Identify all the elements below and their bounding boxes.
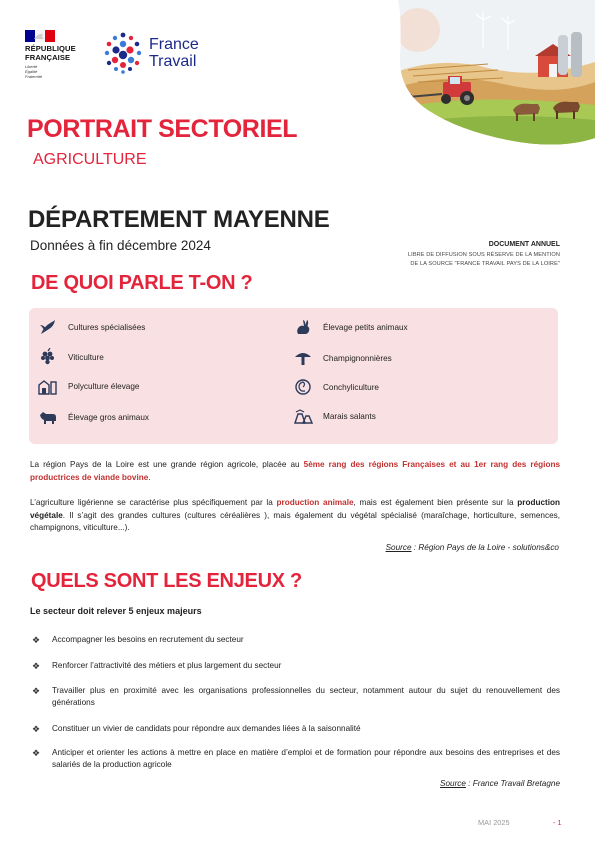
farm-icon [38,377,58,395]
sector-label: Conchyliculture [323,382,379,392]
rf-motto-line: Fraternité [25,74,43,79]
paragraph-region [30,459,560,484]
republique-francaise-logo [25,30,95,79]
para2-highlight-vegetal: production végétale [30,498,560,520]
section-title-de-quoi-parle-t-on: DE QUOI PARLE T-ON ? [31,272,253,294]
sector-item [293,378,379,396]
rf-motto [25,64,95,79]
sector-label: Champignonnières [323,353,392,363]
france-travail-dots-icon [103,31,143,75]
rf-motto-line: Égalité [25,69,38,74]
sector-item [38,318,145,336]
document-note [320,241,560,268]
data-date: Données à fin décembre 2024 [30,238,211,253]
diamond-bullet-icon: ❖ [32,724,41,734]
para2-text-a: L’agriculture ligérienne se caractérise plus spécifiquement par la [30,498,277,507]
enjeu-text: Renforcer l’attractivité des métiers et plus largement du secteur [52,661,282,670]
para1-text-a: La région Pays de la Loire est une grande région agricole, placée au [30,460,304,469]
sector-item [38,348,104,366]
diamond-bullet-icon: ❖ [32,748,41,758]
france-travail-wordmark [149,36,199,70]
ft-wordmark-line-1: France [149,36,199,53]
document-note-label: DOCUMENT ANNUEL [488,241,560,248]
sector-label: Cultures spécialisées [68,322,146,332]
source-note-1 [386,543,559,552]
enjeu-list-item [32,747,560,771]
diamond-bullet-icon: ❖ [32,635,41,645]
para2-highlight-animal: production animale [276,498,354,507]
sector-label: Polyculture élevage [68,381,140,391]
sector-item [293,407,376,425]
footer-date: MAI 2025 [478,818,510,827]
farm-illustration [388,0,595,148]
para2-text-c: , mais est également bien présente sur la [353,498,518,507]
rabbit-icon [293,318,313,336]
section-title-quels-sont-les-enjeux: QUELS SONT LES ENJEUX ? [31,570,302,592]
source-text: : France Travail Bretagne [465,779,560,788]
source-note-2 [440,779,560,788]
source-label: Source [385,543,412,552]
sector-label: Viticulture [68,352,104,362]
page-subtitle: AGRICULTURE [33,151,147,168]
diamond-bullet-icon: ❖ [32,686,41,696]
enjeu-list-item [32,685,560,709]
mushroom-icon [293,349,313,367]
sector-item [38,377,139,395]
salt-icon [293,407,313,425]
ft-wordmark-line-2: Travail [149,53,197,70]
source-label: Source [440,779,466,788]
enjeu-text: Accompagner les besoins en recrutement du secteur [52,635,244,644]
enjeu-text: Constituer un vivier de candidats pour répondre aux demandes liées à la saisonnalité [52,724,361,733]
sectors-box [29,308,558,444]
document-note-line-1: LIBRE DE DIFFUSION SOUS RÉSERVE DE LA MENTION [407,252,560,258]
enjeu-list-item [32,660,560,672]
sector-label: Élevage gros animaux [68,412,150,422]
source-text: : Région Pays de la Loire - solutions&co [411,543,559,552]
page-number: - 1 [553,818,562,827]
france-travail-logo [103,31,199,75]
rf-name-line-2: FRANÇAISE [25,52,71,62]
document-note-line-2: DE LA SOURCE "FRANCE TRAVAIL PAYS DE LA LOIRE" [410,260,560,267]
sector-label: Élevage petits animaux [323,322,408,332]
department-title: DÉPARTEMENT MAYENNE [28,206,330,233]
page-title: PORTRAIT SECTORIEL [27,115,298,143]
rf-motto-line: Liberté [25,64,38,69]
diamond-bullet-icon: ❖ [32,661,41,671]
marianne-flag-icon [25,30,55,42]
rf-name-line-1: RÉPUBLIQUE [25,44,76,53]
shell-icon [293,378,313,396]
grapes-icon [38,348,58,366]
plant-icon [38,318,58,336]
sector-item [293,318,408,336]
enjeu-text: Anticiper et orienter les actions à mettre en place en matière d’emploi et de formation pour répondre aux besoins des entreprises et des salariés de la production agricole [52,748,560,769]
enjeu-list-item [32,723,560,735]
enjeu-text: Travailler plus en proximité avec les organisations professionnelles du secteur, notamment autour du sujet du renouvellement des générations [52,686,560,707]
sector-label: Marais salants [323,411,376,421]
enjeux-intro: Le secteur doit relever 5 enjeux majeurs [30,606,202,616]
para1-text-c: . [148,472,151,482]
sector-item [293,349,392,367]
paragraph-agriculture [30,497,560,535]
sector-item [38,408,149,426]
para2-text-e: . Il s’agit des grandes cultures (cultures céréalières ), mais également du végétal spécialisé (maraîchage, horticulture, semences, champignons, viticulture...). [30,510,560,532]
enjeu-list-item [32,634,560,646]
para1-highlight: 5ème rang des régions Françaises et au 1er rang des régions productrices de viande bovine [30,460,561,482]
cow-icon [38,408,58,426]
